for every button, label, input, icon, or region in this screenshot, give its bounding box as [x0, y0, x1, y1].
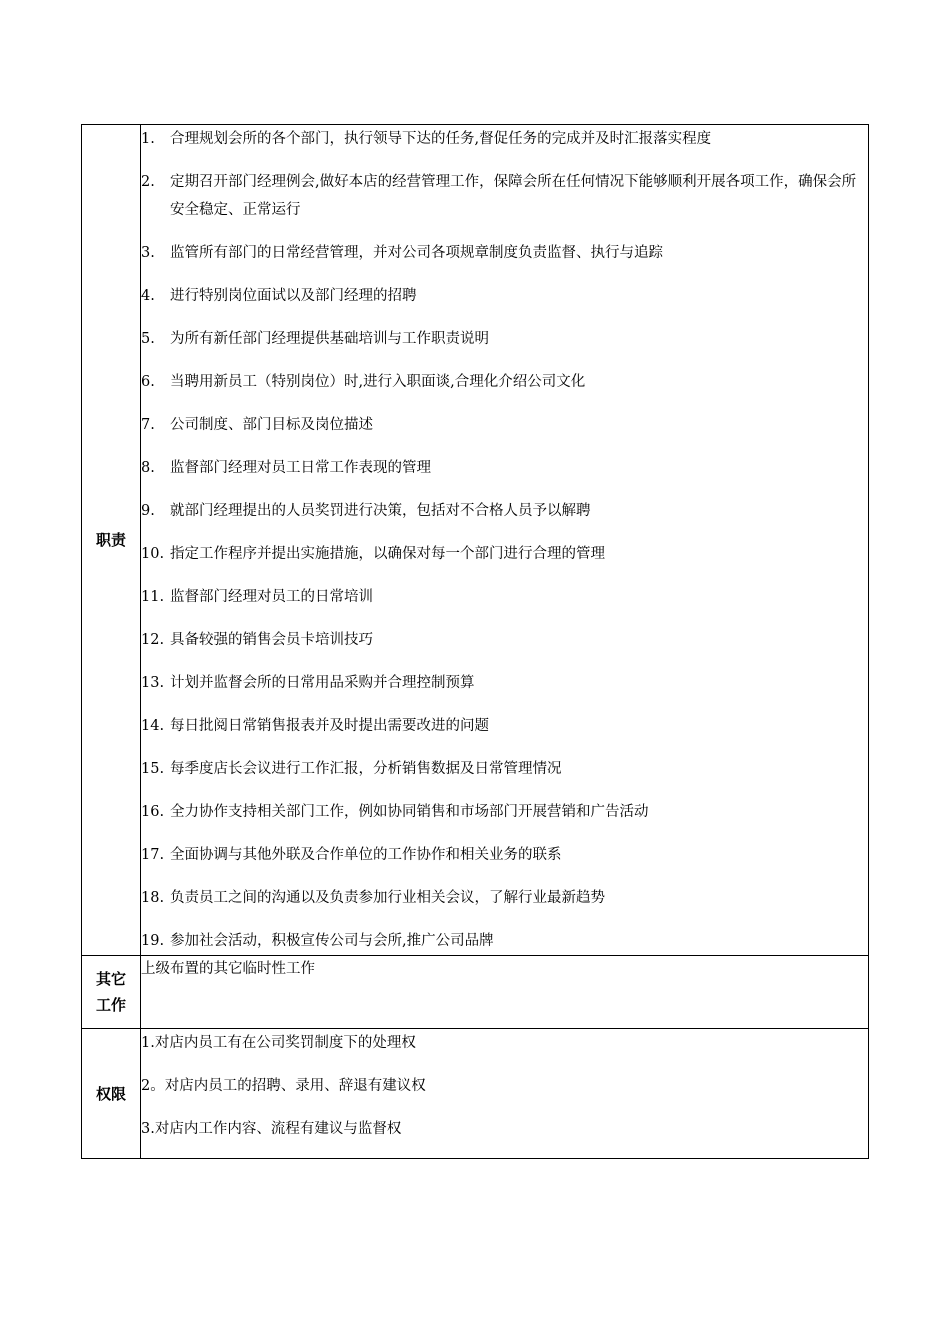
duty-text: 监管所有部门的日常经营管理，并对公司各项规章制度负责监督、执行与追踪 — [170, 245, 663, 261]
duty-item — [141, 927, 868, 955]
duty-item — [141, 125, 868, 153]
duty-number: 15. — [141, 761, 165, 777]
duty-item — [141, 583, 868, 611]
other-work-text: 上级布置的其它临时性工作 — [141, 956, 869, 1029]
duty-text: 全面协调与其他外联及合作单位的工作协作和相关业务的联系 — [170, 847, 562, 863]
duty-item — [141, 282, 868, 310]
duty-item — [141, 411, 868, 439]
duty-number: 3. — [141, 245, 155, 261]
duties-list — [141, 125, 868, 955]
duty-item — [141, 454, 868, 482]
authority-item: 1.对店内员工有在公司奖罚制度下的处理权 — [141, 1035, 416, 1051]
duty-text: 监督部门经理对员工的日常培训 — [170, 589, 373, 605]
duty-number: 4. — [141, 288, 155, 304]
duty-text: 为所有新任部门经理提供基础培训与工作职责说明 — [170, 331, 489, 347]
duties-label: 职责 — [82, 125, 141, 956]
duty-text: 就部门经理提出的人员奖罚进行决策，包括对不合格人员予以解聘 — [170, 503, 591, 519]
duty-number: 5. — [141, 331, 155, 347]
duty-item — [141, 755, 868, 783]
duty-number: 13. — [141, 675, 165, 691]
responsibility-table — [81, 124, 869, 1159]
duties-row — [82, 125, 869, 956]
duty-number: 1. — [141, 131, 155, 147]
duties-content — [141, 125, 869, 956]
duty-item — [141, 325, 868, 353]
duty-text: 参加社会活动，积极宣传公司与会所,推广公司品牌 — [170, 933, 494, 949]
other-work-row — [82, 956, 869, 1029]
duty-text: 指定工作程序并提出实施措施，以确保对每一个部门进行合理的管理 — [170, 546, 605, 562]
duty-number: 14. — [141, 718, 165, 734]
duty-item — [141, 626, 868, 654]
authority-row — [82, 1029, 869, 1159]
duty-item — [141, 239, 868, 267]
duty-item — [141, 168, 868, 224]
duty-number: 9. — [141, 503, 155, 519]
duty-text: 全力协作支持相关部门工作，例如协同销售和市场部门开展营销和广告活动 — [170, 804, 649, 820]
duty-number: 17. — [141, 847, 165, 863]
duty-text: 负责员工之间的沟通以及负责参加行业相关会议，了解行业最新趋势 — [170, 890, 605, 906]
duty-text: 监督部门经理对员工日常工作表现的管理 — [170, 460, 431, 476]
duty-number: 18. — [141, 890, 165, 906]
authority-list — [141, 1029, 868, 1143]
authority-content — [141, 1029, 869, 1159]
other-work-label — [82, 956, 141, 1029]
other-work-label-line1: 其它 — [95, 970, 126, 988]
other-work-label-line2: 工作 — [95, 996, 126, 1014]
duty-number: 19. — [141, 933, 165, 949]
duty-text: 具备较强的销售会员卡培训技巧 — [170, 632, 373, 648]
duty-number: 6. — [141, 374, 155, 390]
authority-label: 权限 — [82, 1029, 141, 1159]
duty-text: 合理规划会所的各个部门，执行领导下达的任务,督促任务的完成并及时汇报落实程度 — [170, 131, 712, 147]
duty-item — [141, 712, 868, 740]
duty-item — [141, 884, 868, 912]
duty-text: 计划并监督会所的日常用品采购并合理控制预算 — [170, 675, 475, 691]
duty-number: 11. — [141, 589, 165, 605]
duty-item — [141, 798, 868, 826]
duty-item — [141, 841, 868, 869]
duty-item — [141, 368, 868, 396]
duty-text: 当聘用新员工（特别岗位）时,进行入职面谈,合理化介绍公司文化 — [170, 374, 586, 390]
duty-text: 每日批阅日常销售报表并及时提出需要改进的问题 — [170, 718, 489, 734]
authority-item: 3.对店内工作内容、流程有建议与监督权 — [141, 1121, 402, 1137]
duty-number: 2. — [141, 174, 155, 190]
duty-number: 7. — [141, 417, 155, 433]
duty-number: 12. — [141, 632, 165, 648]
duty-text: 每季度店长会议进行工作汇报，分析销售数据及日常管理情况 — [170, 761, 562, 777]
duty-text: 公司制度、部门目标及岗位描述 — [170, 417, 373, 433]
duty-text: 定期召开部门经理例会,做好本店的经营管理工作，保障会所在任何情况下能够顺利开展各项工作，确保会所安全稳定、正常运行 — [170, 174, 857, 218]
duty-number: 10. — [141, 546, 165, 562]
duty-item — [141, 497, 868, 525]
authority-item: 2。对店内员工的招聘、录用、辞退有建议权 — [141, 1078, 426, 1094]
duty-number: 8. — [141, 460, 155, 476]
duty-item — [141, 669, 868, 697]
duty-number: 16. — [141, 804, 165, 820]
duty-text: 进行特别岗位面试以及部门经理的招聘 — [170, 288, 417, 304]
duty-item — [141, 540, 868, 568]
